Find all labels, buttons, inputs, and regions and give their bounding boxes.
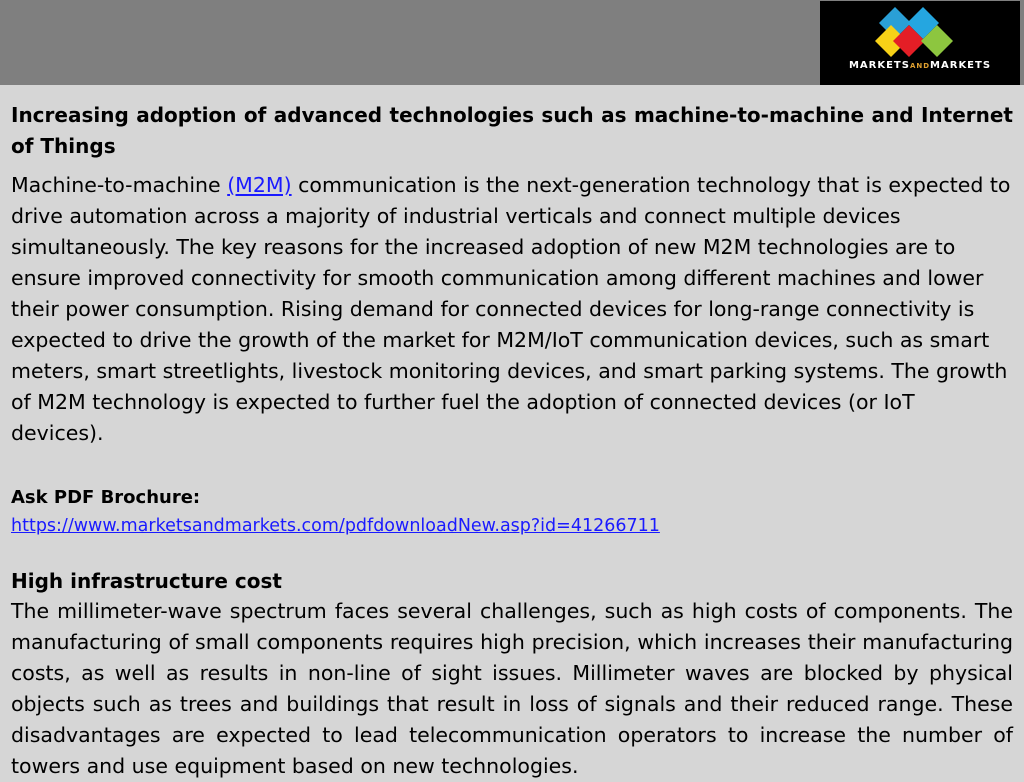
main-content [11, 100, 1013, 782]
diamond-logo-icon [869, 5, 969, 61]
section-heading-cost: High infrastructure cost [11, 569, 282, 593]
marketsandmarkets-logo [820, 1, 1020, 85]
brochure-block [11, 484, 1013, 540]
brochure-link[interactable]: https://www.marketsandmarkets.com/pdfdownloadNew.asp?id=41266711 [11, 516, 660, 536]
section-paragraph-cost: The millimeter-wave spectrum faces several challenges, such as high costs of components. The manufacturing of small components requires high precision, which increases their manufacturing costs, as well as results in non-line of sight issues. Millimeter waves are blocked by physical objects such as trees and buildings that result in loss of signals and their reduced range. These disadvantages are expected to lead telecommunication operators to increase the number of towers and use equipment based on new technologies. [11, 599, 1013, 778]
brochure-label: Ask PDF Brochure: [11, 487, 201, 508]
m2m-link[interactable]: (M2M) [227, 173, 292, 197]
section-paragraph-adoption: Machine-to-machine (M2M) communication is the next-generation technology that is expected to drive automation across a majority of industrial verticals and connect multiple devices simultaneously. The key reasons for the increased adoption of new M2M technologies are to ensure improved connectivity for smooth communication among different machines and lower their power consumption. Rising demand for connected devices for long-range connectivity is expected to drive the growth of the market for M2M/IoT communication devices, such as smart meters, smart streetlights, livestock monitoring devices, and smart parking systems. The growth of M2M technology is expected to further fuel the adoption of connected devices (or IoT devices). [11, 173, 1011, 445]
section-heading-adoption: Increasing adoption of advanced technologies such as machine-to-machine and Internet of Things [11, 103, 1013, 158]
logo-text: MARKETSANDMARKETS [848, 60, 992, 71]
